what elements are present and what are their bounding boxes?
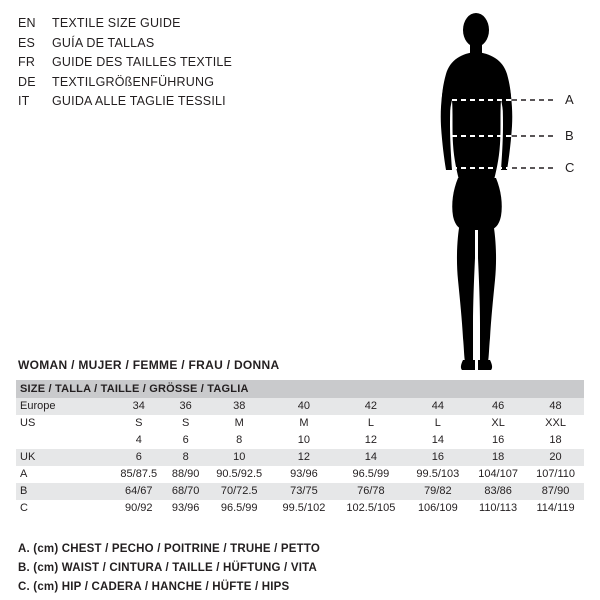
- cell: 14: [407, 432, 470, 449]
- cell: 107/110: [527, 466, 584, 483]
- table-head-row: [16, 380, 584, 398]
- cell: 4: [112, 432, 166, 449]
- cell: 10: [206, 449, 273, 466]
- cell: L: [335, 415, 406, 432]
- language-text: TEXTILE SIZE GUIDE: [52, 16, 181, 30]
- language-row: [18, 34, 338, 54]
- cell: 34: [112, 398, 166, 415]
- cell: 8: [206, 432, 273, 449]
- measurement-notes: [18, 540, 578, 597]
- row-label: Europe: [16, 398, 112, 415]
- cell: 70/72.5: [206, 483, 273, 500]
- cell: 18: [527, 432, 584, 449]
- language-code: EN: [18, 16, 36, 30]
- table-row: [16, 466, 584, 483]
- language-text: GUIDE DES TAILLES TEXTILE: [52, 55, 233, 69]
- cell: S: [112, 415, 166, 432]
- cell: 40: [273, 398, 336, 415]
- cell: 16: [407, 449, 470, 466]
- language-row: [18, 73, 338, 93]
- row-label: [16, 432, 112, 449]
- cell: 38: [206, 398, 273, 415]
- size-table-wrap: [16, 380, 584, 517]
- cell: 36: [166, 398, 206, 415]
- language-row: [18, 53, 338, 73]
- language-row: [18, 14, 338, 34]
- table-head-label: SIZE / TALLA / TAILLE / GRÖSSE / TAGLIA: [16, 380, 584, 398]
- table-row: [16, 500, 584, 517]
- cell: S: [166, 415, 206, 432]
- cell: 44: [407, 398, 470, 415]
- language-text: TEXTILGRÖßENFÜHRUNG: [52, 74, 215, 89]
- cell: 16: [469, 432, 527, 449]
- cell: 99.5/103: [407, 466, 470, 483]
- language-code: IT: [18, 94, 30, 108]
- cell: XXL: [527, 415, 584, 432]
- cell: 20: [527, 449, 584, 466]
- language-code: ES: [18, 35, 36, 50]
- cell: 68/70: [166, 483, 206, 500]
- cell: 6: [112, 449, 166, 466]
- row-label: US: [16, 415, 112, 432]
- cell: 90/92: [112, 500, 166, 517]
- cell: 96.5/99: [206, 500, 273, 517]
- marker-label-c: C: [565, 160, 575, 175]
- cell: 85/87.5: [112, 466, 166, 483]
- cell: 99.5/102: [273, 500, 336, 517]
- language-text: GUIDA ALLE TAGLIE TESSILI: [52, 94, 226, 108]
- marker-label-b: B: [565, 128, 574, 143]
- cell: 12: [335, 432, 406, 449]
- cell: M: [273, 415, 336, 432]
- table-row: [16, 398, 584, 415]
- cell: 96.5/99: [335, 466, 406, 483]
- cell: 87/90: [527, 483, 584, 500]
- cell: 46: [469, 398, 527, 415]
- cell: 12: [273, 449, 336, 466]
- cell: 42: [335, 398, 406, 415]
- body-figure: [400, 8, 590, 378]
- section-title: WOMAN / MUJER / FEMME / FRAU / DONNA: [18, 358, 280, 372]
- cell: 110/113: [469, 500, 527, 517]
- cell: 90.5/92.5: [206, 466, 273, 483]
- size-table: [16, 380, 584, 517]
- row-label: UK: [16, 449, 112, 466]
- cell: 104/107: [469, 466, 527, 483]
- cell: 73/75: [273, 483, 336, 500]
- language-row: [18, 92, 338, 112]
- cell: L: [407, 415, 470, 432]
- note-b: B. (cm) WAIST / CINTURA / TAILLE / HÜFTUNG / VITA: [18, 562, 317, 574]
- cell: 64/67: [112, 483, 166, 500]
- language-text: GUÍA DE TALLAS: [52, 35, 155, 50]
- table-row: [16, 483, 584, 500]
- table-row: [16, 449, 584, 466]
- language-code: FR: [18, 55, 36, 69]
- cell: 79/82: [407, 483, 470, 500]
- female-silhouette-icon: [400, 8, 590, 378]
- cell: 10: [273, 432, 336, 449]
- cell: 93/96: [273, 466, 336, 483]
- cell: XL: [469, 415, 527, 432]
- row-label: B: [16, 483, 112, 500]
- cell: 48: [527, 398, 584, 415]
- note-c: C. (cm) HIP / CADERA / HANCHE / HÜFTE / HIPS: [18, 581, 290, 593]
- cell: 106/109: [407, 500, 470, 517]
- cell: 93/96: [166, 500, 206, 517]
- cell: 76/78: [335, 483, 406, 500]
- cell: 114/119: [527, 500, 584, 517]
- cell: 102.5/105: [335, 500, 406, 517]
- cell: 8: [166, 449, 206, 466]
- row-label: C: [16, 500, 112, 517]
- cell: M: [206, 415, 273, 432]
- table-row: [16, 432, 584, 449]
- cell: 18: [469, 449, 527, 466]
- language-list: [18, 14, 338, 112]
- table-row: [16, 415, 584, 432]
- row-label: A: [16, 466, 112, 483]
- language-code: DE: [18, 74, 36, 89]
- cell: 6: [166, 432, 206, 449]
- cell: 88/90: [166, 466, 206, 483]
- note-a: A. (cm) CHEST / PECHO / POITRINE / TRUHE / PETTO: [18, 543, 321, 555]
- marker-label-a: A: [565, 92, 574, 107]
- cell: 14: [335, 449, 406, 466]
- cell: 83/86: [469, 483, 527, 500]
